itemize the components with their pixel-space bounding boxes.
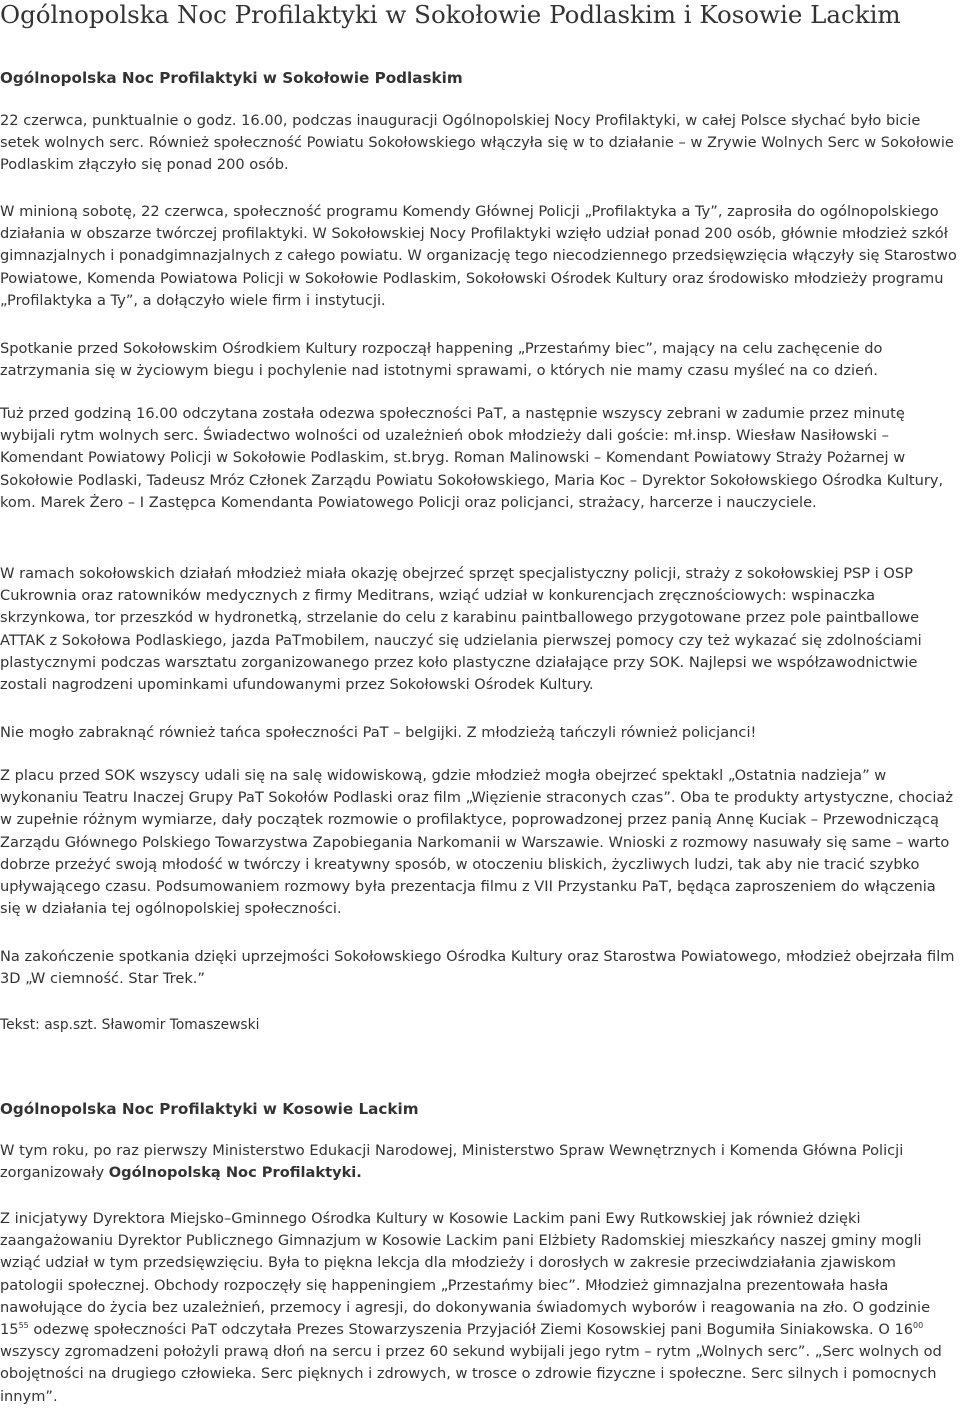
paragraph: Na zakończenie spotkania dzięki uprzejmości Sokołowskiego Ośrodka Kultury oraz Starostwa Powiatowego, młodzież obejrzała film 3D „W ciemność. Star Trek.” [0, 948, 955, 988]
bold-phrase: Ogólnopolską Noc Profilaktyki. [108, 1164, 362, 1182]
paragraph: W ramach sokołowskich działań młodzież miała okazję obejrzeć sprzęt specjalistyczny policji, straży z sokołowskiej PSP i OSP Cukrownia oraz ratowników medycznych z firmy Meditrans, wziąć udział w konkurencjach zręcznościowych: wspinaczka skrzynkowa, tor przeszkód w hydronetką, strzelanie do celu z karabinu paintballowego przygotowane przez pole paintballowe ATTAK z Sokołowa Podlaskiego, jazda PaTmobilem, nauczyć się udzielania pierwszej pomocy czy też wykazać się zdolnościami plastycznymi podczas warsztatu zorganizowanego przez koło plastyczne działające przy SOK. Najlepsi we współzawodnictwie zostali nagrodzeni upominkami ufundowanymi przez Sokołowski Ośrodek Kultury. [0, 565, 922, 694]
author-credit: Tekst: asp.szt. Sławomir Tomaszewski [0, 1017, 260, 1033]
paragraph: Tuż przed godziną 16.00 odczytana została odezwa społeczności PaT, a następnie wszyscy zebrani w zadumie przez minutę wybijali rytm wolnych serc. Świadectwo wolności od uzależnień obok młodzieży dali goście: mł.insp. Wiesław Nasiłowski – Komendant Powiatowy Policji w Sokołowie Podlaskim, st.bryg. Roman Malinowski – Komendant Powiatowy Straży Pożarnej w Sokołowie Podlaski, Tadeusz Mróz Członek Zarządu Powiatu Sokołowskiego, Maria Koc – Dyrektor Sokołowskiego Ośrodka Kultury, kom. Marek Żero – I Zastępca Komendanta Powiatowego Policji oraz policjanci, strażacy, harcerze i nauczyciele. [0, 405, 944, 511]
section-heading-sokolow: Ogólnopolska Noc Profilaktyki w Sokołowie Podlaskim [0, 69, 463, 87]
time-superscript: 00 [913, 1321, 924, 1331]
paragraph-text: odezwę społeczności PaT odczytała Prezes Stowarzyszenia Przyjaciół Ziemi Kosowskiej pani Bogumiła Siniakowska. O 16 [28, 1321, 914, 1339]
paragraph: Spotkanie przed Sokołowskim Ośrodkiem Kultury rozpoczął happening „Przestańmy biec”, mający na celu zachęcenie do zatrzymania się w życiowym biegu i pochylenie nad istotnymi sprawami, o których nie mamy czasu myśleć na co dzień. [0, 340, 883, 380]
paragraph [0, 1208, 958, 1408]
paragraph-text: wszyscy zgromadzeni położyli prawą dłoń na sercu i przez 60 sekund wybijali jego rytm – rytm „Wolnych serc”. „Serc wolnych od obojętności na drugiego człowieka. Serc pięknych i zdrowych, w trosce o zdrowie fizyczne i społeczne. Serc silnych i pomocnych innym”. [0, 1343, 942, 1405]
paragraph-text: W tym roku, po raz pierwszy Ministerstwo Edukacji Narodowej, Ministerstwo Spraw Wewnętrznych i Komenda Główna Policji zorganizowały [0, 1142, 904, 1182]
paragraph: Z placu przed SOK wszyscy udali się na salę widowiskową, gdzie młodzież mogła obejrzeć spektakl „Ostatnia nadzieja” w wykonaniu Teatru Inaczej Grupy PaT Sokołów Podlaski oraz film „Więzienie straconych czas”. Oba te produkty artystyczne, chociaż w zupełnie różnym wymiarze, dały początek rozmowie o profilaktyce, poprowadzonej przez panią Annę Kuciak – Przewodniczącą Zarządu Głównego Polskiego Towarzystwa Zapobiegania Narkomanii w Warszawie. Wnioski z rozmowy nasuwały się same – warto dobrze przeżyć swoją młodość w twórczy i kreatywny sposób, w otoczeniu bliskich, życzliwych ludzi, tak aby nie tracić szybko upływającego czasu. Podsumowaniem rozmowy była prezentacja filmu z VII Przystanku PaT, będąca zaproszeniem do włączenia się w działania tej ogólnopolskiej społeczności. [0, 767, 954, 918]
section-heading-kosow: Ogólnopolska Noc Profilaktyki w Kosowie Lackim [0, 1100, 419, 1118]
paragraph-text: Z inicjatywy Dyrektora Miejsko–Gminnego Ośrodka Kultury w Kosowie Lackim pani Ewy Rutkowskiej jak również dzięki zaangażowaniu Dyrektor Publicznego Gimnazjum w Kosowie Lackim pani Elżbiety Radomskiej mieszkańcy naszej gminy mogli wziąć udział w tym przedsięwzięciu. Była to piękna lekcja dla młodzieży i dorosłych w zakresie przeciwdziałania zjawiskom patologii społecznej. Obchody rozpoczęły się happeningiem „Przestańmy biec”. Młodzież gimnazjalna prezentowała hasła nawołujące do życia bez uzależnień, przemocy i agresji, do dokonywania świadomych wyborów i reagowania na zło. O godzinie 15 [0, 1210, 931, 1339]
time-superscript: 55 [18, 1321, 29, 1331]
paragraph: 22 czerwca, punktualnie o godz. 16.00, podczas inauguracji Ogólnopolskiej Nocy Profilaktyki, w całej Polsce słychać było bicie setek wolnych serc. Również społeczność Powiatu Sokołowskiego włączyła się w to działanie – w Zrywie Wolnych Serc w Sokołowie Podlaskim złączyło się ponad 200 osób. [0, 112, 954, 174]
paragraph [0, 1140, 958, 1184]
page-title: Ogólnopolska Noc Profilaktyki w Sokołowie Podlaskim i Kosowie Lackim [0, 0, 901, 29]
paragraph: W minioną sobotę, 22 czerwca, społeczność programu Komendy Głównej Policji „Profilaktyka a Ty”, zaprosiła do ogólnopolskiego działania w obszarze twórczej profilaktyki. W Sokołowskiej Nocy Profilaktyki wzięło udział ponad 200 osób, głównie młodzież szkół gimnazjalnych i ponadgimnazjalnych z całego powiatu. W organizację tego niecodziennego przedsięwzięcia włączyły się Starostwo Powiatowe, Komenda Powiatowa Policji w Sokołowie Podlaskim, Sokołowski Ośrodek Kultury oraz środowisko młodzieży programu „Profilaktyka a Ty”, a dołączyło wiele firm i instytucji. [0, 203, 957, 309]
paragraph: Nie mogło zabraknąć również tańca społeczności PaT – belgijki. Z młodzieżą tańczyli również policjanci! [0, 724, 757, 741]
